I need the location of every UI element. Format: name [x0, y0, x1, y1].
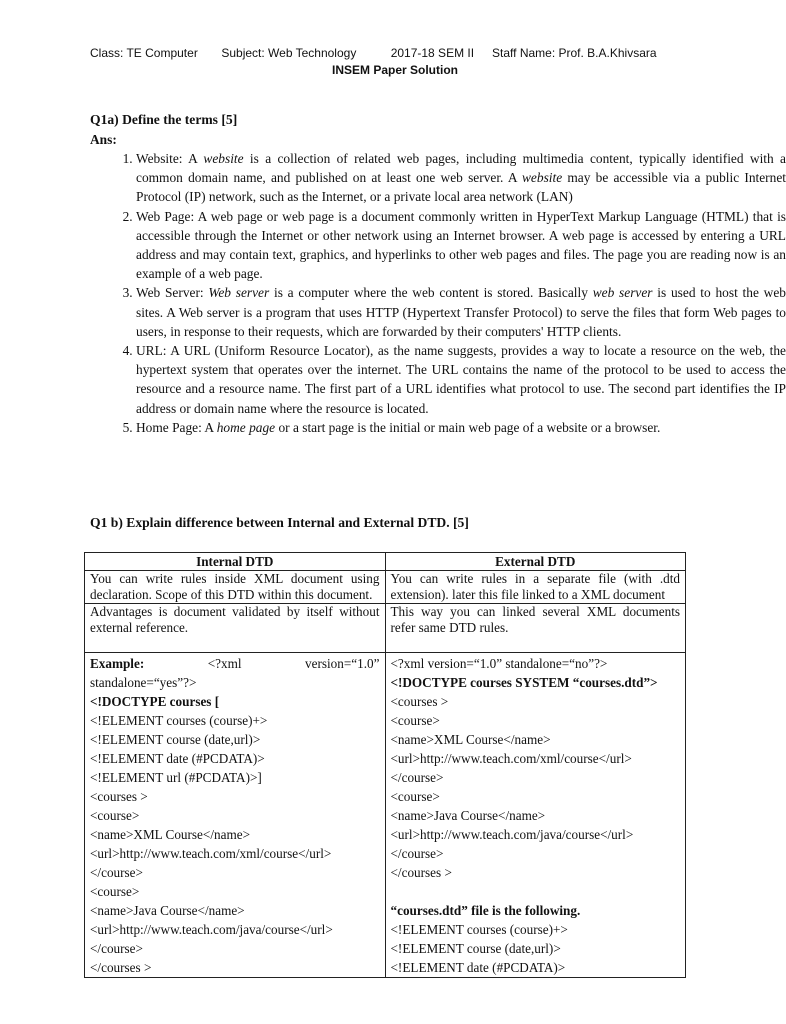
list-item: 1. Website: A website is a collection of related web pages, including multimedia content, typically identified with a common domain name, and published on at least one web server. A website may be accessible via a public Internet Protocol (IP) network, such as the Internet, or a private local area network (LAN): [136, 149, 786, 207]
code-line: <!ELEMENT url (#PCDATA)>]: [90, 770, 262, 785]
code-line: <course>: [90, 884, 140, 899]
code-line: <name>XML Course</name>: [390, 732, 551, 747]
page-header: [90, 46, 690, 77]
code-line: <name>Java Course</name>: [390, 808, 546, 823]
code-line: <courses >: [390, 694, 449, 709]
paper-title: INSEM Paper Solution: [331, 63, 458, 77]
example-version: version=“1.0”: [305, 656, 380, 671]
code-line: <!DOCTYPE courses [: [90, 694, 220, 709]
external-code-block: [391, 654, 681, 977]
example-xml: <?xml: [207, 656, 242, 671]
external-scope-cell: You can write rules in a separate file (with .dtd extension). later this file linked to a XML document: [385, 571, 686, 604]
code-line: <name>Java Course</name>: [90, 903, 245, 918]
internal-advantage-cell: Advantages is document validated by itself without external reference.: [85, 604, 386, 653]
code-line: </course>: [390, 770, 444, 785]
list-item: 3. Web Server: Web server is a computer where the web content is stored. Basically web server is used to host the web sites. A Web server is a program that uses HTTP (Hypertext Transfer Protocol) to serve the files that form Web pages to users, in response to their requests, which are forwarded by their computers' HTTP clients.: [136, 283, 786, 341]
code-line: <!DOCTYPE courses SYSTEM “courses.dtd”>: [390, 675, 658, 690]
code-line: <!ELEMENT date (#PCDATA)>: [90, 751, 265, 766]
class-label: Class: TE Computer: [90, 46, 198, 60]
staff-label: Staff Name: Prof. B.A.Khivsara: [492, 46, 657, 60]
external-advantage-cell: This way you can linked several XML documents refer same DTD rules.: [385, 604, 686, 653]
list-item: 4. URL: A URL (Uniform Resource Locator), as the name suggests, provides a way to locate a resource on the web, the hypertext system that operates over the internet. The URL contains the name of the protocol to be used to access the resource and a resource name. The first part of a URL identifies what protocol to use. The second part identifies the IP address or domain name where the resource is located.: [136, 341, 786, 418]
col-internal-header: Internal DTD: [85, 553, 386, 571]
list-item: 5. Home Page: A home page or a start page is the initial or main web page of a website or a browser.: [136, 418, 786, 437]
code-line: <course>: [90, 808, 140, 823]
code-line: <!ELEMENT courses (course)+>: [390, 922, 568, 937]
code-line: <url>http://www.teach.com/java/course</url>: [390, 827, 634, 842]
table-row: [85, 653, 686, 978]
term-label: 2017-18 SEM II: [390, 46, 475, 60]
definitions-list: [90, 149, 786, 437]
code-line: </course>: [390, 846, 444, 861]
answer-label: Ans:: [90, 132, 117, 147]
code-line: <!ELEMENT date (#PCDATA)>: [390, 960, 566, 975]
table-header-row: [85, 553, 686, 571]
code-line: standalone=“yes”?>: [90, 675, 197, 690]
q1a-heading: Q1a) Define the terms [5]: [90, 112, 238, 127]
example-line: [90, 654, 380, 673]
dtd-comparison-table: [84, 552, 686, 978]
code-line: <!ELEMENT course (date,url)>: [390, 941, 561, 956]
internal-code-block: [90, 673, 380, 977]
code-line: <url>http://www.teach.com/xml/course</url>: [90, 846, 332, 861]
code-line: <course>: [390, 789, 440, 804]
code-line: <!ELEMENT course (date,url)>: [90, 732, 261, 747]
code-line: <!ELEMENT courses (course)+>: [90, 713, 268, 728]
table-row: [85, 571, 686, 604]
internal-example-cell: [85, 653, 386, 978]
code-line: </courses >: [390, 865, 452, 880]
col-external-header: External DTD: [385, 553, 686, 571]
code-line: </courses >: [90, 960, 152, 975]
code-line: <?xml version=“1.0” standalone=“no”?>: [390, 656, 608, 671]
code-line: “courses.dtd” file is the following.: [390, 903, 581, 918]
code-line: <name>XML Course</name>: [90, 827, 251, 842]
internal-scope-cell: You can write rules inside XML document using declaration. Scope of this DTD within this document.: [85, 571, 386, 604]
q1b-heading: Q1 b) Explain difference between Internal and External DTD. [5]: [90, 515, 469, 530]
code-line: [391, 882, 681, 901]
header-row: [90, 46, 690, 60]
code-line: <url>http://www.teach.com/java/course</url>: [90, 922, 333, 937]
example-label: Example:: [90, 656, 145, 671]
code-line: </course>: [90, 941, 143, 956]
code-line: <url>http://www.teach.com/xml/course</url>: [390, 751, 632, 766]
list-item: 2. Web Page: A web page or web page is a document commonly written in HyperText Markup Language (HTML) that is accessible through the Internet or other network using an Internet browser. A web page is accessed by entering a URL address and may contain text, graphics, and hyperlinks to other web pages and files. The page you are reading now is an example of a web page.: [136, 207, 786, 284]
code-line: <courses >: [90, 789, 148, 804]
external-example-cell: [385, 653, 686, 978]
code-line: </course>: [90, 865, 143, 880]
subject-label: Subject: Web Technology: [221, 46, 357, 60]
code-line: <course>: [390, 713, 440, 728]
table-row: [85, 604, 686, 653]
